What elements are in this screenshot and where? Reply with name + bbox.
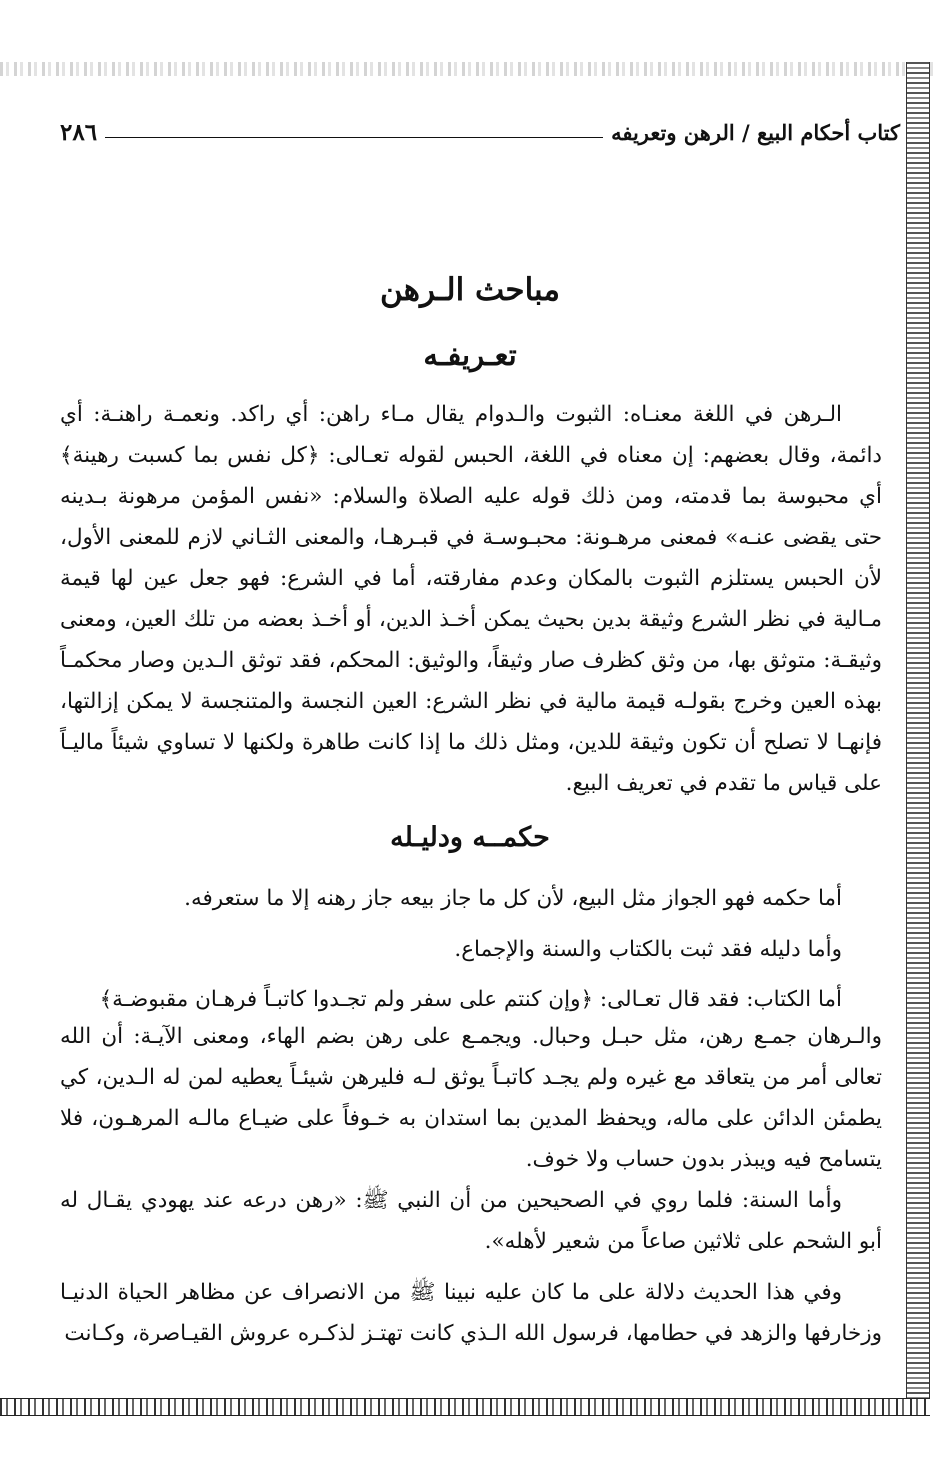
header-rule	[105, 137, 603, 138]
top-ornament-border	[0, 62, 938, 76]
book-verse-line: أما الكتاب: فقد قال تعـالى: ﴿وإن كنتم على سفر ولم تجـدوا كاتبـاً فرهـان مقبوضـة﴾	[99, 987, 842, 1012]
section-heading-definition: تعـريفـه	[423, 338, 517, 372]
ruling-section	[60, 878, 882, 1354]
page-number: ٢٨٦	[60, 118, 98, 146]
definition-paragraph: الـرهن في اللغة معنـاه: الثبوت والـدوام يقال مـاء راهن: أي راكد. ونعمـة راهنـة: أي دائمة، وقال بعضهم: إن معناه في اللغة، الحبس لقوله تعـالى: ﴿كل نفس بما كسبت رهينة﴾ أي محبوسة بما قدمته، ومن ذلك قوله عليه الصلاة والسلام: «نفس المؤمن مرهونة بـدينه حتى يقضى عنـه» فمعنى مرهـونة: محبـوسـة في قبـرهـا، والمعنى الثـاني لازم للمعنى الأول، لأن الحبس يستلزم الثبوت بالمكان وعدم مفارقته، أما في الشرع: فهو جعل عين لها قيمة مـالية في نظر الشرع وثيقة بدين بحيث يمكن أخـذ الدين، أو أخـذ بعضه من تلك العين، ومعنى وثيقـة: متوثق بها، من وثق كظرف صار وثيقاً، والوثيق: المحكم، فقد توثق الـدين وصار محكمـاً بهذه العين وخرج بقولـه قيمة مالية في نظر الشرع: العين النجسة والمتنجسة لا يمكن إزالتها، فإنهـا لا تصلح أن تكون وثيقة للدين، ومثل ذلك ما إذا كانت طاهرة ولكنها لا تساوي شيئاً ماليـاً على قياس ما تقدم في تعريف البيع.	[60, 402, 882, 796]
section-heading-ruling: حكمــه ودليـله	[390, 822, 550, 853]
running-title: كتاب أحكام البيع / الرهن وتعريفه	[611, 119, 900, 145]
definition-section	[60, 394, 882, 804]
chapter-heading: مباحث الـرهن	[380, 272, 560, 308]
right-ornament-border	[906, 62, 930, 1412]
book-paragraph: والـرهان جمـع رهن، مثل حبـل وحبال. ويجمـع على رهن بضم الهاء، ومعنى الآيـة: أن الله تعالى أمر من يتعاقد مع غيره ولم يجـد كاتبـاً يوثق لـه فليرهن شيئـاً يعطيه لمن له الـدين، كي يطمئن الدائن على ماله، ويحفظ المدين بما استدان به خـوفاً على ضيـاع مالـه المرهـون، فلا يتسامح فيه ويبذر بدون حساب ولا خوف.	[60, 1024, 882, 1172]
running-header	[60, 112, 900, 152]
bottom-ornament-border	[0, 1398, 930, 1416]
ruling-paragraph: أما حكمه فهو الجواز مثل البيع، لأن كل ما جاز بيعه جاز رهنه إلا ما ستعرفه.	[184, 886, 842, 911]
sunnah-paragraph: وأما السنة: فلما روي في الصحيحين من أن النبي ﷺ: «رهن درعه عند يهودي يقـال له أبو الشحم على ثلاثين صاعاً من شعير لأهله».	[60, 1188, 882, 1254]
evidence-paragraph: وأما دليله فقد ثبت بالكتاب والسنة والإجماع.	[454, 937, 842, 962]
hadith-paragraph: وفي هذا الحديث دلالة على ما كان عليه نبينا ﷺ من الانصراف عن مظاهر الحياة الدنيـا وزخارفها والزهد في حطامها، فرسول الله الـذي كانت تهتـز لذكـره عروش القيـاصرة، وكـانت	[60, 1280, 882, 1346]
